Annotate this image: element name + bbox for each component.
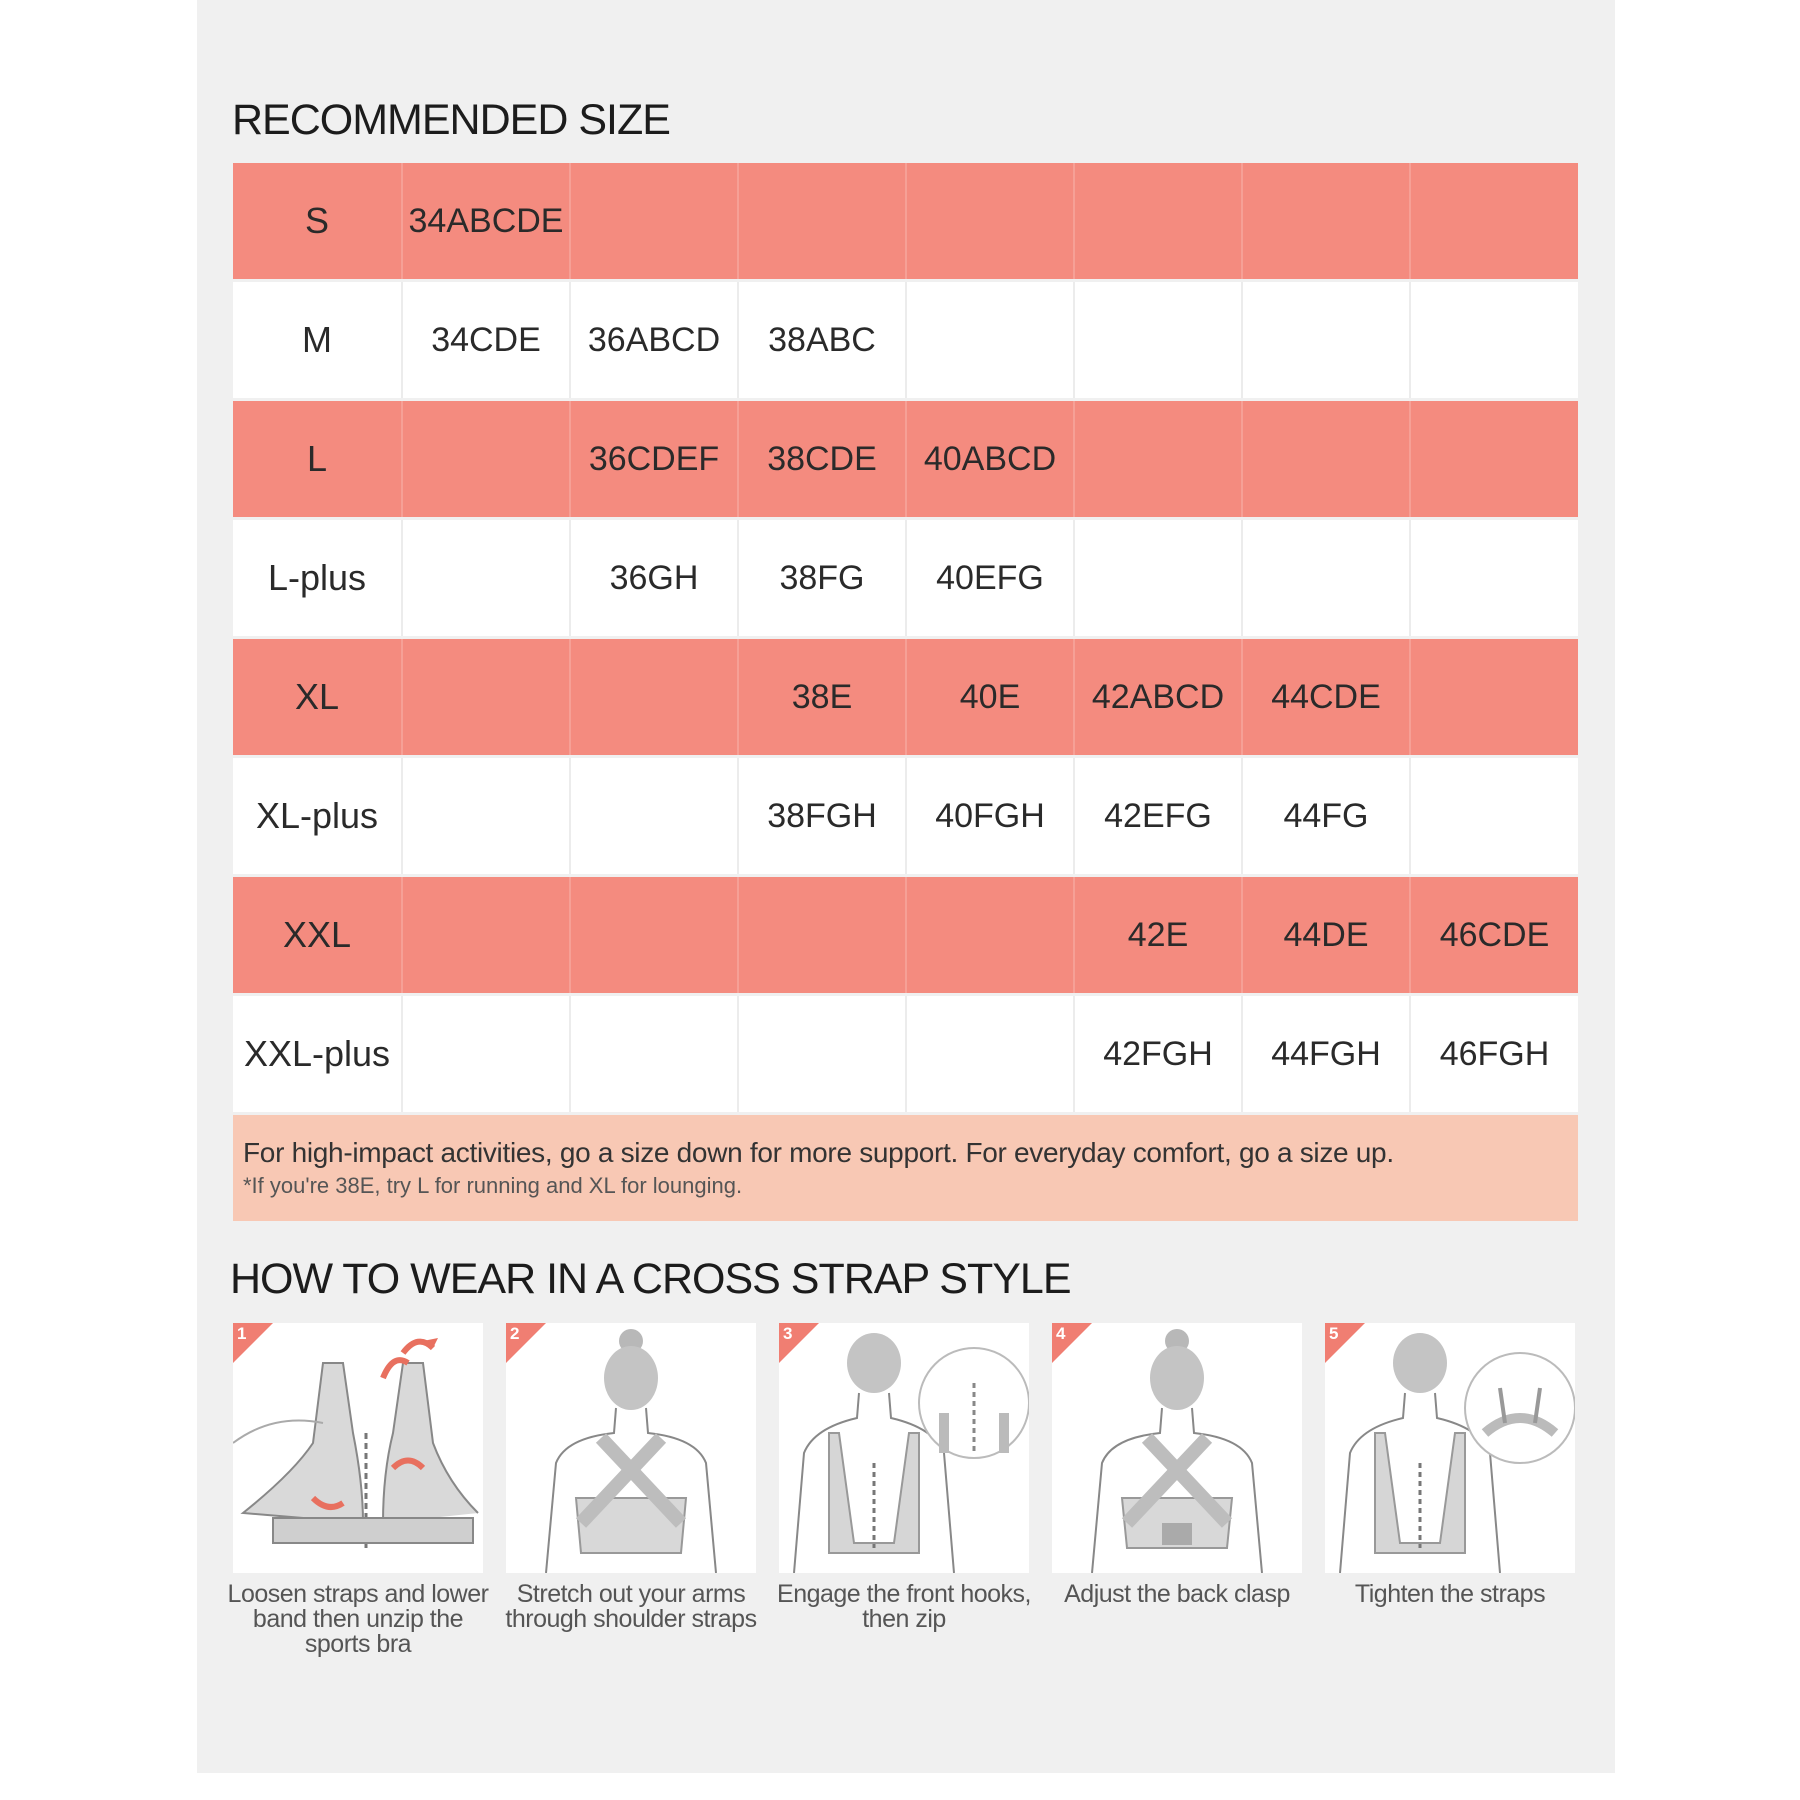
band-cup-cell: 46CDE: [1410, 877, 1578, 993]
band-cup-cell: [570, 639, 738, 755]
how-to-wear-heading: HOW TO WEAR IN A CROSS STRAP STYLE: [230, 1255, 1071, 1303]
band-cup-cell: 38FG: [738, 520, 906, 636]
band-cup-cell: [906, 996, 1074, 1112]
band-cup-cell: [1074, 282, 1242, 398]
band-cup-cell: [1242, 401, 1410, 517]
band-cup-cell: 42EFG: [1074, 758, 1242, 874]
step-1-card: [233, 1323, 483, 1573]
band-cup-cell: [1410, 163, 1578, 279]
band-cup-cell: 44FG: [1242, 758, 1410, 874]
size-label: L-plus: [233, 520, 402, 636]
band-cup-cell: [738, 163, 906, 279]
size-label: XL-plus: [233, 758, 402, 874]
step-4-card: [1052, 1323, 1302, 1573]
band-cup-cell: [1074, 520, 1242, 636]
step-4-caption: Adjust the back clasp: [1064, 1580, 1290, 1608]
band-cup-cell: [738, 996, 906, 1112]
band-cup-cell: [906, 282, 1074, 398]
band-cup-cell: [1242, 520, 1410, 636]
band-cup-cell: [570, 877, 738, 993]
size-row: [233, 996, 1578, 1112]
step-number: 1: [237, 1324, 247, 1343]
band-cup-cell: 36GH: [570, 520, 738, 636]
size-label: XL: [233, 639, 402, 755]
band-cup-cell: [570, 996, 738, 1112]
band-cup-cell: 42FGH: [1074, 996, 1242, 1112]
step-3-caption: Engage the front hooks, then zip: [777, 1580, 1031, 1633]
band-cup-cell: 44FGH: [1242, 996, 1410, 1112]
step-2-card: [506, 1323, 756, 1573]
step-3-card: [779, 1323, 1029, 1573]
band-cup-cell: 40EFG: [906, 520, 1074, 636]
size-chart-table: [233, 163, 1578, 1112]
size-label: M: [233, 282, 402, 398]
band-cup-cell: [1074, 163, 1242, 279]
band-cup-cell: [570, 758, 738, 874]
band-cup-cell: [1410, 282, 1578, 398]
fit-advice-main: For high-impact activities, go a size down for more support. For everyday comfort, go a size up.: [243, 1137, 1394, 1168]
band-cup-cell: 40FGH: [906, 758, 1074, 874]
band-cup-cell: [1242, 282, 1410, 398]
fit-advice-note: [233, 1115, 1578, 1221]
band-cup-cell: [402, 520, 570, 636]
band-cup-cell: 34CDE: [402, 282, 570, 398]
step-number: 5: [1329, 1324, 1339, 1343]
step-number: 4: [1056, 1324, 1066, 1343]
band-cup-cell: [1410, 401, 1578, 517]
band-cup-cell: [1410, 639, 1578, 755]
band-cup-cell: 42E: [1074, 877, 1242, 993]
band-cup-cell: 38CDE: [738, 401, 906, 517]
step-2-caption: Stretch out your arms through shoulder straps: [505, 1580, 757, 1633]
size-label: XXL: [233, 877, 402, 993]
band-cup-cell: [906, 877, 1074, 993]
band-cup-cell: 38FGH: [738, 758, 906, 874]
step-number: 2: [510, 1324, 520, 1343]
size-label: XXL-plus: [233, 996, 402, 1112]
band-cup-cell: [1074, 401, 1242, 517]
recommended-size-heading: RECOMMENDED SIZE: [232, 96, 670, 144]
size-label: S: [233, 163, 402, 279]
band-cup-cell: 34ABCDE: [402, 163, 570, 279]
step-1-caption: Loosen straps and lower band then unzip the sports bra: [227, 1580, 489, 1658]
band-cup-cell: 44CDE: [1242, 639, 1410, 755]
size-row: [233, 639, 1578, 755]
band-cup-cell: 46FGH: [1410, 996, 1578, 1112]
band-cup-cell: [1410, 520, 1578, 636]
band-cup-cell: [906, 163, 1074, 279]
step-number: 3: [783, 1324, 793, 1343]
size-row: [233, 758, 1578, 874]
band-cup-cell: [402, 996, 570, 1112]
band-cup-cell: 42ABCD: [1074, 639, 1242, 755]
fit-advice-example: *If you're 38E, try L for running and XL for lounging.: [243, 1173, 743, 1198]
band-cup-cell: 36CDEF: [570, 401, 738, 517]
band-cup-cell: 38ABC: [738, 282, 906, 398]
size-row: [233, 520, 1578, 636]
size-row: [233, 163, 1578, 279]
band-cup-cell: [402, 639, 570, 755]
band-cup-cell: 36ABCD: [570, 282, 738, 398]
band-cup-cell: [1242, 163, 1410, 279]
step-5-card: [1325, 1323, 1575, 1573]
band-cup-cell: [402, 877, 570, 993]
size-guide-panel: [197, 0, 1615, 1773]
band-cup-cell: [402, 401, 570, 517]
band-cup-cell: 40E: [906, 639, 1074, 755]
band-cup-cell: 44DE: [1242, 877, 1410, 993]
size-row: [233, 877, 1578, 993]
band-cup-cell: 40ABCD: [906, 401, 1074, 517]
band-cup-cell: [402, 758, 570, 874]
size-row: [233, 401, 1578, 517]
band-cup-cell: [1410, 758, 1578, 874]
band-cup-cell: 38E: [738, 639, 906, 755]
band-cup-cell: [570, 163, 738, 279]
size-row: [233, 282, 1578, 398]
size-label: L: [233, 401, 402, 517]
band-cup-cell: [738, 877, 906, 993]
step-5-caption: Tighten the straps: [1354, 1580, 1546, 1608]
